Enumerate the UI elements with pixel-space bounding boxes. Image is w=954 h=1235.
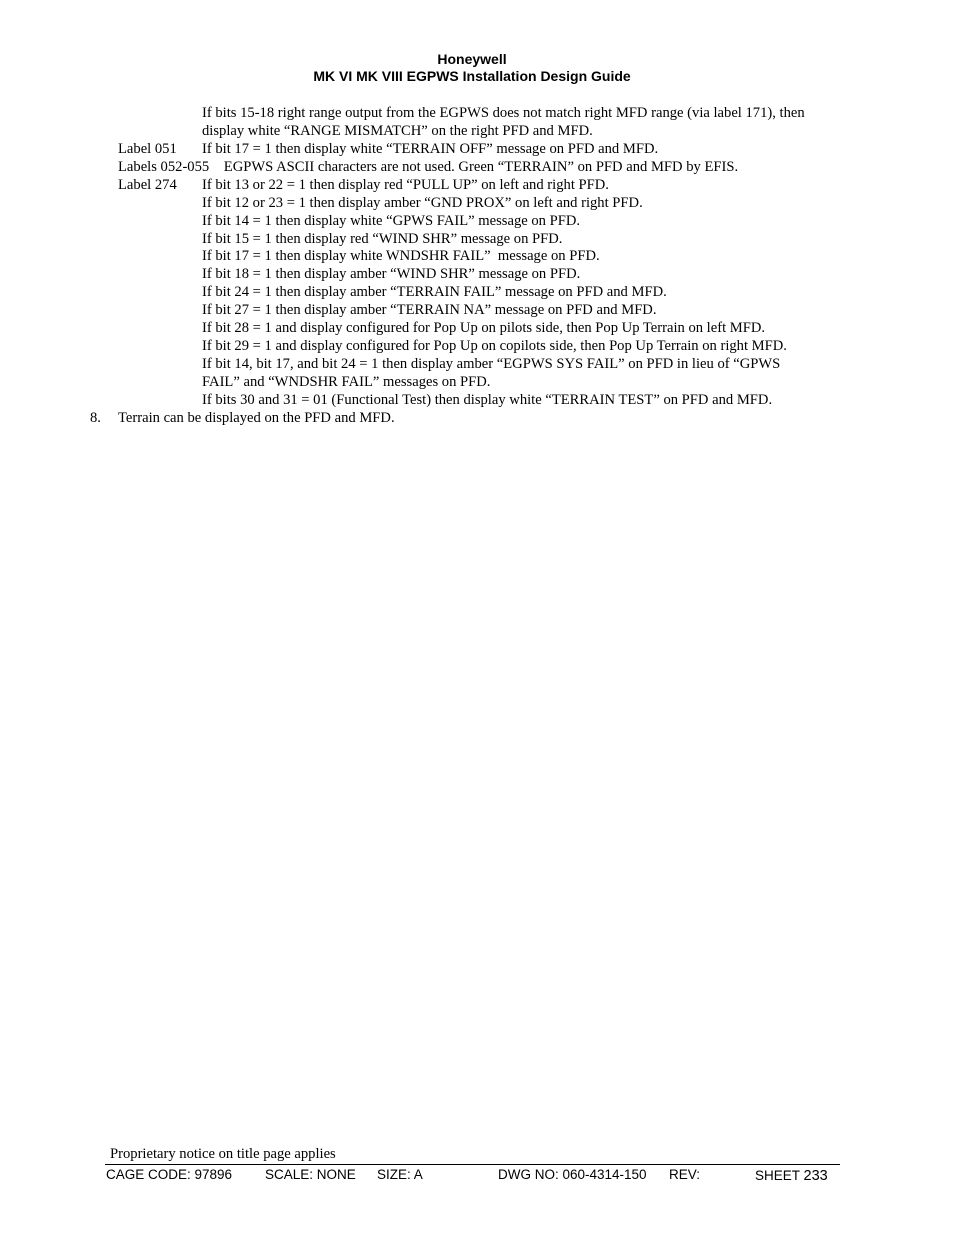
proprietary-notice: Proprietary notice on title page applies (110, 1146, 336, 1162)
scale: SCALE: NONE (265, 1167, 356, 1182)
item-8-number: 8. (90, 410, 101, 426)
label-274-line: If bit 14, bit 17, and bit 24 = 1 then display amber “EGPWS SYS FAIL” on PFD in lieu of “GPWS (202, 356, 781, 372)
intro-line-2: display white “RANGE MISMATCH” on the right PFD and MFD. (202, 123, 593, 139)
label-274-line: If bit 18 = 1 then display amber “WIND SHR” message on PFD. (202, 266, 581, 282)
label-274-line: FAIL” and “WNDSHR FAIL” messages on PFD. (202, 374, 491, 390)
label-274-line: If bit 12 or 23 = 1 then display amber “GND PROX” on left and right PFD. (202, 195, 643, 211)
label-051-label: Label 051 (118, 141, 177, 157)
drawing-number: DWG NO: 060-4314-150 (498, 1167, 647, 1182)
sheet-label: SHEET (755, 1168, 800, 1183)
label-274-line: If bit 29 = 1 and display configured for Pop Up on copilots side, then Pop Up Terrain on right MFD. (202, 338, 787, 354)
footer-divider (105, 1164, 840, 1165)
label-274-line: If bits 30 and 31 = 01 (Functional Test) then display white “TERRAIN TEST” on PFD and MFD. (202, 392, 773, 408)
company-name: Honeywell (437, 51, 507, 67)
document-title: MK VI MK VIII EGPWS Installation Design Guide (313, 68, 631, 84)
cage-code: CAGE CODE: 97896 (106, 1167, 233, 1182)
label-274-line: If bit 17 = 1 then display white WNDSHR FAIL” message on PFD. (202, 248, 600, 264)
page-header (0, 51, 944, 85)
revision: REV: (669, 1167, 701, 1182)
labels-052-055-text: Labels 052-055 EGPWS ASCII characters are not used. Green “TERRAIN” on PFD and MFD by EFIS. (118, 159, 739, 175)
label-274-line: If bit 24 = 1 then display amber “TERRAIN FAIL” message on PFD and MFD. (202, 284, 667, 300)
sheet-number: 233 (803, 1168, 828, 1184)
label-274-line: If bit 14 = 1 then display white “GPWS FAIL” message on PFD. (202, 213, 581, 229)
sheet (755, 1168, 828, 1184)
intro-line-1: If bits 15-18 right range output from the EGPWS does not match right MFD range (via label 171), then (202, 105, 805, 121)
label-274-label: Label 274 (118, 177, 177, 193)
label-274-line: If bit 15 = 1 then display red “WIND SHR” message on PFD. (202, 231, 563, 247)
label-274-line: If bit 28 = 1 and display configured for Pop Up on pilots side, then Pop Up Terrain on left MFD. (202, 320, 766, 336)
label-274-line: If bit 27 = 1 then display amber “TERRAIN NA” message on PFD and MFD. (202, 302, 657, 318)
label-051-text: If bit 17 = 1 then display white “TERRAIN OFF” message on PFD and MFD. (202, 141, 659, 157)
size: SIZE: A (377, 1167, 423, 1182)
label-274-line: If bit 13 or 22 = 1 then display red “PULL UP” on left and right PFD. (202, 177, 609, 193)
item-8-text: Terrain can be displayed on the PFD and MFD. (118, 410, 395, 426)
